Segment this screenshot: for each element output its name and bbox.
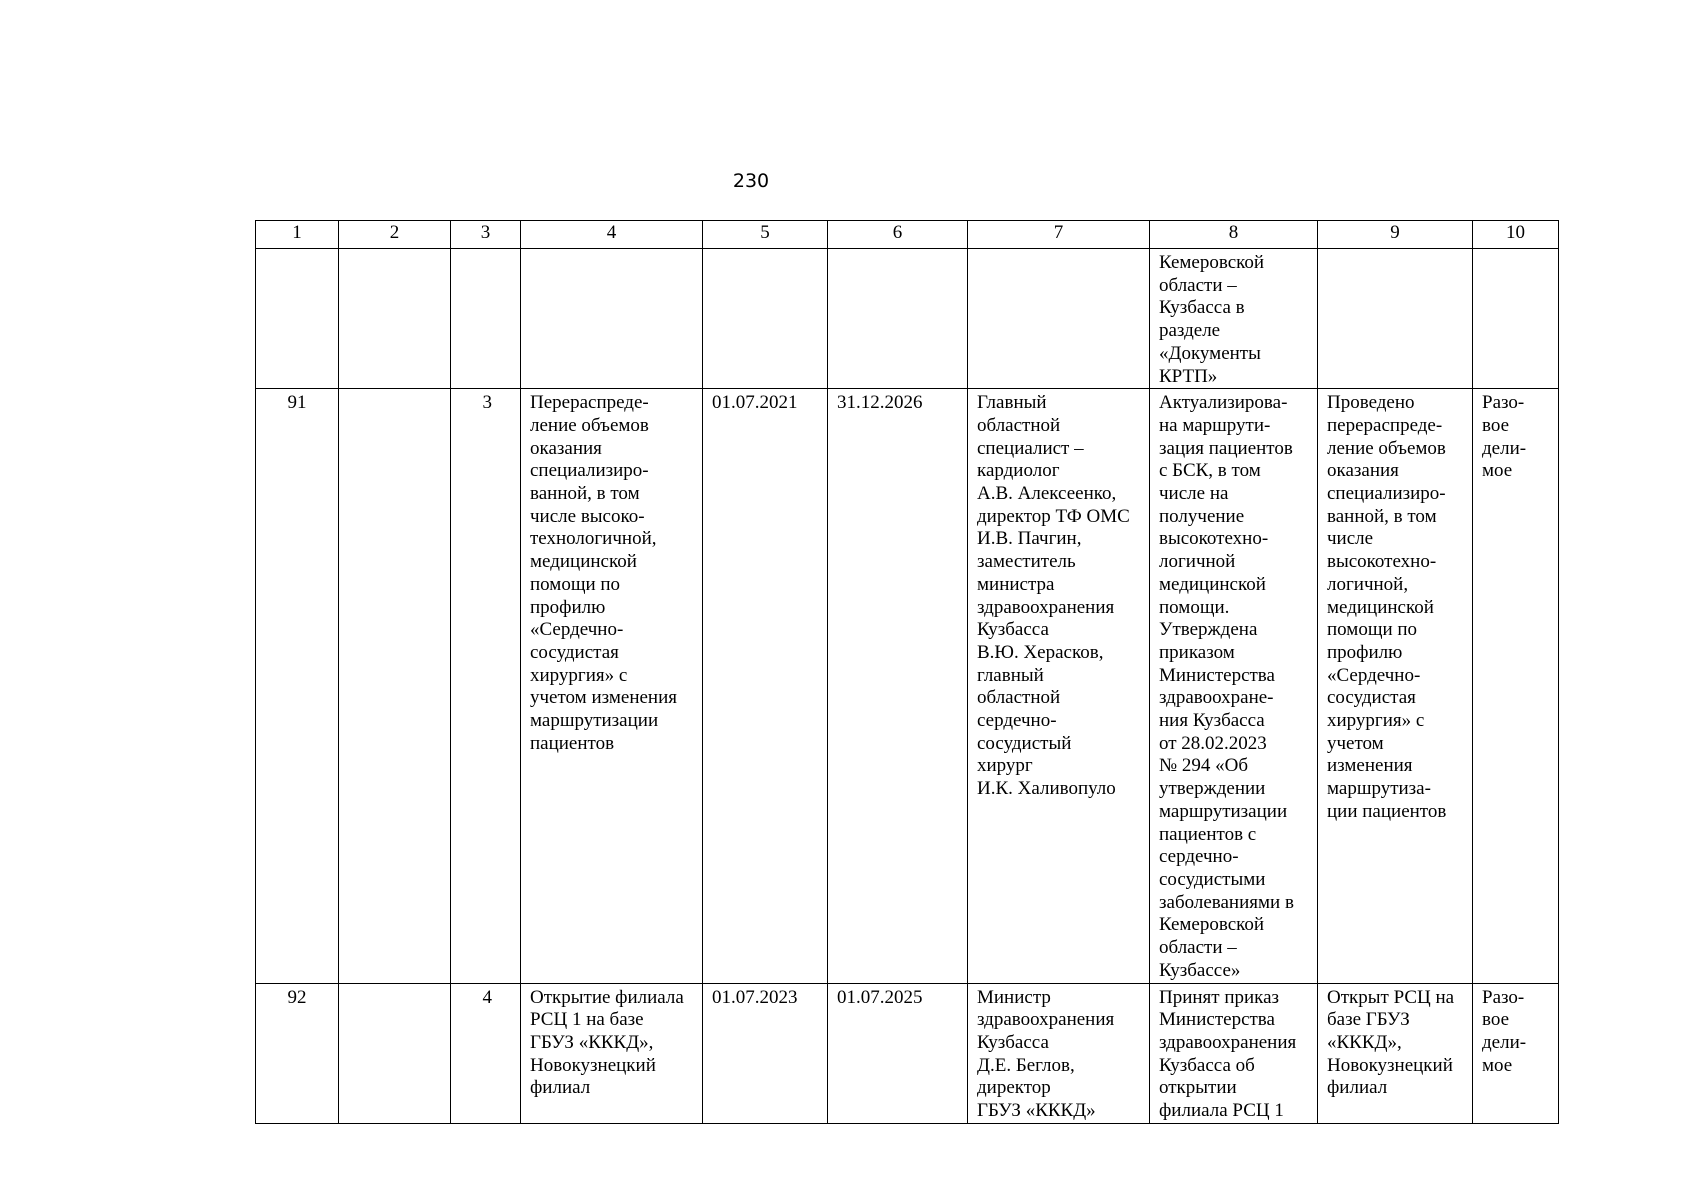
cell-row-number: 91 bbox=[256, 389, 339, 983]
table-row-92 bbox=[256, 983, 1559, 1123]
cell-col-2 bbox=[339, 983, 451, 1123]
cell-col-2 bbox=[339, 249, 451, 389]
cell-responsible: Главный областной специалист – кардиолог А.В. Алексеенко, директор ТФ ОМС И.В. Пачгин, заместитель министра здравоохранения Кузбасса В.Ю. Херасков, главный областной сердечно- сосудистый хирург И.К. Халивопуло bbox=[968, 389, 1150, 983]
cell-measure bbox=[521, 249, 703, 389]
cell-row-number bbox=[256, 249, 339, 389]
column-header: 6 bbox=[828, 221, 968, 249]
cell-col-3: 3 bbox=[451, 389, 521, 983]
cell-measure: Открытие филиала РСЦ 1 на базе ГБУЗ «КККД», Новокузнецкий филиал bbox=[521, 983, 703, 1123]
column-header: 1 bbox=[256, 221, 339, 249]
column-header: 3 bbox=[451, 221, 521, 249]
cell-outcome: Проведено перераспреде- ление объемов оказания специализиро- ванной, в том числе высокотехно- логичной, медицинской помощи по профилю «Сердечно- сосудистая хирургия» с учетом изменения маршрутиза- ции пациентов bbox=[1318, 389, 1473, 983]
header-row bbox=[256, 221, 1559, 249]
cell-result: Актуализирова- на маршрути- зация пациентов с БСК, в том числе на получение высокотехно- логичной медицинской помощи. Утверждена приказом Министерства здравоохране- ния Кузбасса от 28.02.2023 № 294 «Об утверждении маршрутизации пациентов с сердечно- сосудистыми заболеваниями в Кемеровской области – Кузбассе» bbox=[1150, 389, 1318, 983]
cell-end-date bbox=[828, 249, 968, 389]
cell-responsible bbox=[968, 249, 1150, 389]
cell-responsible: Министр здравоохранения Кузбасса Д.Е. Беглов, директор ГБУЗ «КККД» bbox=[968, 983, 1150, 1123]
column-header: 4 bbox=[521, 221, 703, 249]
cell-start-date: 01.07.2023 bbox=[703, 983, 828, 1123]
cell-start-date: 01.07.2021 bbox=[703, 389, 828, 983]
cell-col-3: 4 bbox=[451, 983, 521, 1123]
cell-type: Разо- вое дели- мое bbox=[1473, 983, 1559, 1123]
cell-start-date bbox=[703, 249, 828, 389]
table-row-91 bbox=[256, 389, 1559, 983]
cell-result: Принят приказ Министерства здравоохранения Кузбасса об открытии филиала РСЦ 1 bbox=[1150, 983, 1318, 1123]
cell-outcome bbox=[1318, 249, 1473, 389]
measures-table bbox=[255, 220, 1559, 1124]
cell-outcome: Открыт РСЦ на базе ГБУЗ «КККД», Новокузнецкий филиал bbox=[1318, 983, 1473, 1123]
cell-result: Кемеровской области – Кузбасса в разделе «Документы КРТП» bbox=[1150, 249, 1318, 389]
column-header: 5 bbox=[703, 221, 828, 249]
column-header: 8 bbox=[1150, 221, 1318, 249]
cell-end-date: 01.07.2025 bbox=[828, 983, 968, 1123]
column-header: 9 bbox=[1318, 221, 1473, 249]
cell-col-2 bbox=[339, 389, 451, 983]
cell-type: Разо- вое дели- мое bbox=[1473, 389, 1559, 983]
page-number: 230 bbox=[732, 170, 770, 192]
cell-col-3 bbox=[451, 249, 521, 389]
column-header: 2 bbox=[339, 221, 451, 249]
cell-measure: Перераспреде- ление объемов оказания специализиро- ванной, в том числе высоко- технологичной, медицинской помощи по профилю «Сердечно- сосудистая хирургия» с учетом изменения маршрутизации пациентов bbox=[521, 389, 703, 983]
table-row-continuation bbox=[256, 249, 1559, 389]
column-header: 10 bbox=[1473, 221, 1559, 249]
column-header: 7 bbox=[968, 221, 1150, 249]
cell-row-number: 92 bbox=[256, 983, 339, 1123]
cell-type bbox=[1473, 249, 1559, 389]
cell-end-date: 31.12.2026 bbox=[828, 389, 968, 983]
